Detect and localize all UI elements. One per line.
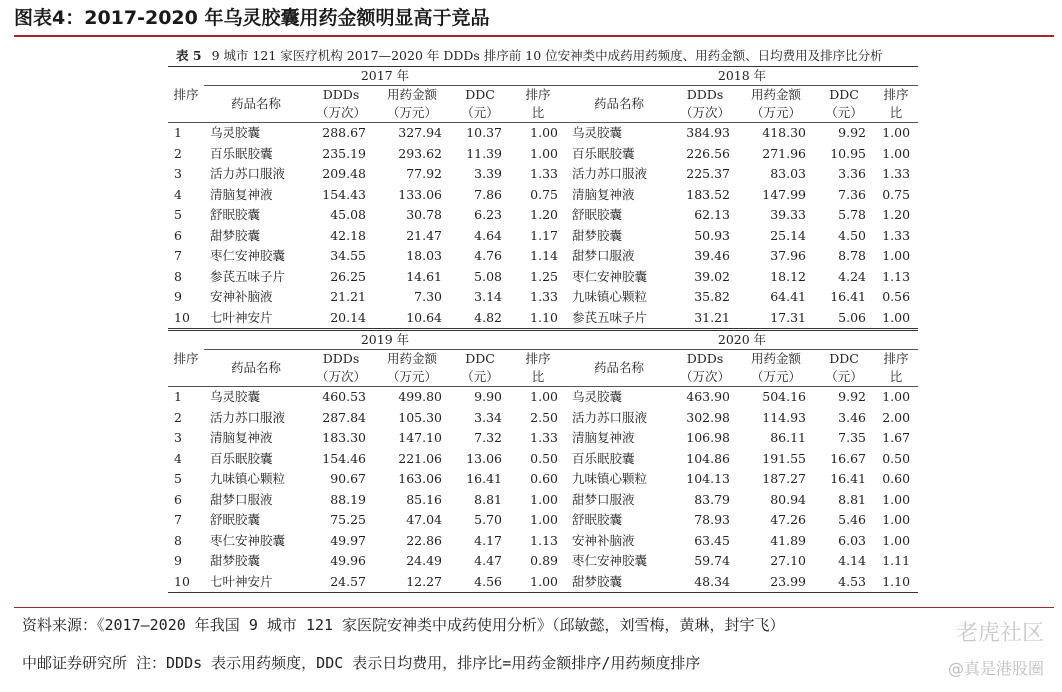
amount-cell: 17.31 — [738, 308, 814, 329]
table-row — [168, 510, 918, 531]
ddds-cell: 235.19 — [322, 145, 366, 161]
ratio-cell: 0.89 — [530, 553, 559, 568]
ratio-cell: 0.50 — [882, 450, 911, 466]
header-name-left: 药品名称 — [204, 86, 308, 123]
amount-cell: 77.92 — [406, 166, 442, 181]
amount-cell: 163.06 — [398, 471, 442, 486]
drug-name-cell: 枣仁安神胶囊 — [572, 268, 648, 284]
ratio-cell: 1.33 — [882, 166, 911, 181]
table-row — [168, 531, 918, 552]
ddds-cell: 104.86 — [686, 450, 731, 466]
ratio-cell: 0.75 — [530, 186, 559, 202]
drug-name-cell: 参芪五味子片 — [210, 268, 286, 284]
ddds-cell: 21.21 — [330, 289, 366, 304]
ddc-cell: 10.37 — [466, 125, 502, 140]
rank-cell: 2 — [174, 145, 182, 161]
amount-cell: 80.94 — [770, 491, 807, 507]
ddc-cell: 8.81 — [838, 491, 867, 507]
drug-table-2019-2020 — [168, 330, 918, 593]
rank-cell: 5 — [174, 471, 182, 486]
rank-cell: 5 — [174, 207, 182, 222]
ddc-cell: 16.41 — [830, 471, 867, 486]
amount-cell: 85.16 — [406, 491, 442, 507]
amount-cell: 18.12 — [770, 268, 807, 284]
header-ddc-left: DDC — [465, 351, 495, 366]
year-label-right: 2018 年 — [566, 67, 918, 86]
ddds-cell: 50.93 — [694, 227, 731, 243]
ddc-cell: 5.06 — [814, 308, 874, 329]
header-amount-unit-left: （万元） — [374, 368, 450, 387]
header-ddc-unit-left: （元） — [450, 104, 510, 123]
ddds-cell: 34.55 — [330, 248, 366, 263]
drug-name-cell: 百乐眠胶囊 — [572, 450, 635, 466]
ddc-cell: 9.90 — [474, 389, 502, 404]
ddds-cell: 20.14 — [308, 308, 374, 329]
drug-name-cell: 九味镇心颗粒 — [572, 289, 648, 304]
table-caption — [176, 46, 883, 64]
drug-name-cell: 活力苏口服液 — [210, 166, 286, 181]
header-ratio-unit-left: 比 — [510, 368, 566, 387]
drug-name-cell: 乌灵胶囊 — [572, 389, 623, 404]
ratio-cell: 1.00 — [882, 145, 911, 161]
amount-cell: 191.55 — [762, 450, 807, 466]
ddds-cell: 31.21 — [672, 308, 738, 329]
drug-name-cell: 百乐眠胶囊 — [572, 145, 635, 161]
ddds-cell: 24.57 — [308, 572, 374, 593]
ddc-cell: 6.23 — [474, 207, 502, 222]
ratio-cell: 0.50 — [530, 450, 559, 466]
ddc-cell: 4.17 — [474, 532, 502, 548]
amount-cell: 327.94 — [398, 125, 442, 140]
rank-cell: 1 — [174, 125, 182, 140]
header-ddc-unit-right: （元） — [814, 368, 874, 387]
amount-cell: 25.14 — [770, 227, 807, 243]
amount-cell: 27.10 — [770, 553, 807, 568]
ratio-cell: 0.60 — [882, 471, 911, 486]
ddc-cell: 8.81 — [474, 491, 502, 507]
drug-name-cell: 活力苏口服液 — [210, 409, 286, 425]
watermark-community: 老虎社区 — [955, 621, 1044, 646]
amount-cell: 133.06 — [398, 186, 442, 202]
ddc-cell: 7.35 — [838, 430, 867, 445]
table-row — [168, 267, 918, 288]
ratio-cell: 1.20 — [530, 207, 559, 222]
header-ddc-unit-right: （元） — [814, 104, 874, 123]
ddc-cell: 9.92 — [838, 389, 867, 404]
ddds-cell: 104.13 — [686, 471, 731, 486]
ddc-cell: 16.67 — [830, 450, 867, 466]
drug-name-cell: 活力苏口服液 — [572, 166, 648, 181]
table-row — [168, 308, 918, 329]
rank-cell: 6 — [174, 227, 182, 243]
ratio-cell: 1.11 — [882, 553, 911, 568]
table-row — [168, 205, 918, 226]
table-row — [168, 572, 918, 593]
ddds-cell: 49.96 — [330, 553, 366, 568]
ddds-cell: 183.30 — [322, 430, 366, 445]
ddc-cell: 3.46 — [838, 409, 867, 425]
ddds-cell: 26.25 — [330, 268, 366, 284]
header-ddc-left: DDC — [465, 87, 495, 102]
header-ratio-unit-left: 比 — [510, 104, 566, 123]
ratio-cell: 1.00 — [882, 491, 911, 507]
amount-cell: 37.96 — [770, 248, 807, 263]
ratio-cell: 1.00 — [530, 145, 559, 161]
ddc-cell: 11.39 — [466, 145, 502, 161]
header-rank: 排序 — [168, 331, 204, 387]
ratio-cell: 1.00 — [510, 572, 566, 593]
amount-cell: 187.27 — [762, 471, 807, 486]
ddc-cell: 4.47 — [474, 553, 502, 568]
table-row — [168, 164, 918, 185]
amount-cell: 7.30 — [414, 289, 442, 304]
header-rank: 排序 — [168, 67, 204, 123]
ddds-cell: 287.84 — [322, 409, 366, 425]
drug-name-cell: 百乐眠胶囊 — [210, 145, 273, 161]
table-row — [168, 428, 918, 449]
drug-name-cell: 七叶神安片 — [204, 572, 308, 593]
ddc-cell: 3.39 — [474, 166, 502, 181]
ratio-cell: 1.00 — [530, 125, 559, 140]
amount-cell: 147.10 — [398, 430, 442, 445]
header-name-left: 药品名称 — [204, 350, 308, 387]
header-ratio-right: 排序 — [883, 351, 909, 366]
drug-name-cell: 枣仁安神胶囊 — [210, 532, 286, 548]
rank-cell: 3 — [174, 430, 182, 445]
amount-cell: 114.93 — [762, 409, 807, 425]
drug-name-cell: 枣仁安神胶囊 — [572, 553, 648, 568]
header-amount-unit-left: （万元） — [374, 104, 450, 123]
rank-cell: 10 — [168, 572, 204, 593]
ddc-cell: 4.56 — [450, 572, 510, 593]
rank-cell: 9 — [174, 289, 182, 304]
table-row — [168, 408, 918, 429]
table-caption-label: 表 5 — [176, 48, 202, 63]
ddc-cell: 4.24 — [838, 268, 867, 284]
rank-cell: 7 — [174, 248, 182, 263]
ddc-cell: 5.46 — [838, 512, 867, 527]
header-ddds-left: DDDs — [322, 87, 360, 102]
ratio-cell: 1.00 — [882, 512, 911, 527]
ddc-cell: 7.86 — [474, 186, 502, 202]
ddds-cell: 42.18 — [330, 227, 366, 243]
ddc-cell: 5.78 — [838, 207, 867, 222]
ddc-cell: 16.41 — [830, 289, 867, 304]
header-ddds-right: DDDs — [686, 87, 724, 102]
table-row — [168, 387, 918, 408]
drug-name-cell: 活力苏口服液 — [572, 409, 648, 425]
ddds-cell: 78.93 — [694, 512, 731, 527]
drug-name-cell: 安神补脑液 — [572, 532, 635, 548]
ddc-cell: 4.76 — [474, 248, 502, 263]
drug-name-cell: 舒眠胶囊 — [210, 512, 261, 527]
drug-name-cell: 清脑复神液 — [210, 430, 273, 445]
ddds-cell: 154.46 — [322, 450, 366, 466]
ddc-cell: 4.64 — [474, 227, 502, 243]
ratio-cell: 1.13 — [530, 532, 559, 548]
year-label-left: 2019 年 — [204, 331, 566, 350]
note-line: 中邮证券研究所 注：DDDs 表示用药频度，DDC 表示日均费用，排序比=用药金额排序/用药频度排序 — [22, 654, 701, 672]
ddc-cell: 8.78 — [838, 248, 867, 263]
table-caption-text: 9 城市 121 家医疗机构 2017—2020 年 DDDs 排序前 10 位安神类中成药用药频度、用药金额、日均费用及排序比分析 — [211, 48, 883, 63]
ddds-cell: 460.53 — [322, 389, 366, 404]
amount-cell: 293.62 — [398, 145, 442, 161]
header-name-right: 药品名称 — [566, 86, 672, 123]
drug-name-cell: 甜梦胶囊 — [210, 227, 261, 243]
ddds-cell: 183.52 — [686, 186, 731, 202]
header-amount-left: 用药金额 — [386, 87, 437, 102]
ddc-cell: 16.41 — [466, 471, 502, 486]
amount-cell: 41.89 — [770, 532, 807, 548]
rank-cell: 8 — [174, 532, 182, 548]
ddds-cell: 39.02 — [694, 268, 731, 284]
ratio-cell: 1.00 — [882, 125, 911, 140]
drug-name-cell: 清脑复神液 — [210, 186, 273, 202]
ddds-cell: 49.97 — [330, 532, 366, 548]
amount-cell: 21.47 — [406, 227, 442, 243]
drug-name-cell: 甜梦口服液 — [572, 248, 635, 263]
ddc-cell: 3.14 — [474, 289, 502, 304]
ddds-cell: 39.46 — [694, 248, 731, 263]
header-ratio-right: 排序 — [883, 87, 909, 102]
ddds-cell: 106.98 — [686, 430, 731, 445]
drug-name-cell: 九味镇心颗粒 — [572, 471, 648, 486]
rank-cell: 4 — [174, 186, 182, 202]
ddds-cell: 90.67 — [330, 471, 366, 486]
rank-cell: 3 — [174, 166, 182, 181]
ratio-cell: 0.56 — [882, 289, 911, 304]
ddds-cell: 48.34 — [672, 572, 738, 593]
ratio-cell: 1.25 — [530, 268, 559, 284]
amount-cell: 23.99 — [738, 572, 814, 593]
ratio-cell: 0.75 — [882, 186, 911, 202]
drug-name-cell: 甜梦胶囊 — [566, 572, 672, 593]
ratio-cell: 1.00 — [530, 512, 559, 527]
ratio-cell: 2.00 — [882, 409, 911, 425]
header-ddds-unit-left: （万次） — [308, 104, 374, 123]
amount-cell: 499.80 — [398, 389, 442, 404]
table-row — [168, 551, 918, 572]
ratio-cell: 1.00 — [530, 389, 559, 404]
header-ddds-left: DDDs — [322, 351, 360, 366]
header-ratio-unit-right: 比 — [874, 368, 918, 387]
ddc-cell: 3.36 — [838, 166, 867, 181]
ratio-cell: 1.00 — [874, 308, 918, 329]
ddds-cell: 302.98 — [686, 409, 731, 425]
amount-cell: 64.41 — [770, 289, 807, 304]
ratio-cell: 1.33 — [882, 227, 911, 243]
header-ddc-unit-left: （元） — [450, 368, 510, 387]
ddc-cell: 6.03 — [838, 532, 867, 548]
drug-table-2017-2018 — [168, 66, 918, 329]
header-amount-left: 用药金额 — [386, 351, 437, 366]
header-ddds-unit-right: （万次） — [672, 368, 738, 387]
header-amount-right: 用药金额 — [751, 351, 802, 366]
amount-cell: 30.78 — [406, 207, 442, 222]
ddc-cell: 13.06 — [466, 450, 502, 466]
ddds-cell: 35.82 — [694, 289, 731, 304]
ratio-cell: 1.20 — [882, 207, 911, 222]
drug-name-cell: 枣仁安神胶囊 — [210, 248, 286, 263]
amount-cell: 147.99 — [762, 186, 807, 202]
drug-name-cell: 七叶神安片 — [204, 308, 308, 329]
ddc-cell: 9.92 — [838, 125, 867, 140]
amount-cell: 47.26 — [770, 512, 807, 527]
amount-cell: 83.03 — [770, 166, 807, 181]
ratio-cell: 1.33 — [530, 289, 559, 304]
amount-cell: 14.61 — [406, 268, 442, 284]
rank-cell: 6 — [174, 491, 182, 507]
ddds-cell: 463.90 — [686, 389, 731, 404]
amount-cell: 12.27 — [374, 572, 450, 593]
header-ddc-right: DDC — [829, 351, 859, 366]
watermark-handle: @真是港股圈 — [947, 659, 1044, 678]
header-ddds-unit-right: （万次） — [672, 104, 738, 123]
drug-name-cell: 安神补脑液 — [210, 289, 273, 304]
header-ratio-left: 排序 — [525, 351, 551, 366]
amount-cell: 271.96 — [762, 145, 807, 161]
ddds-cell: 225.37 — [686, 166, 731, 181]
header-ratio-left: 排序 — [525, 87, 551, 102]
header-ddc-right: DDC — [829, 87, 859, 102]
drug-name-cell: 清脑复神液 — [572, 186, 635, 202]
amount-cell: 221.06 — [398, 450, 442, 466]
rank-cell: 2 — [174, 409, 182, 425]
amount-cell: 22.86 — [406, 532, 442, 548]
rank-cell: 7 — [174, 512, 182, 527]
ddds-cell: 75.25 — [330, 512, 366, 527]
drug-name-cell: 乌灵胶囊 — [210, 125, 261, 140]
footer-rule — [14, 607, 1054, 608]
drug-name-cell: 甜梦口服液 — [210, 491, 273, 507]
rank-cell: 9 — [174, 553, 182, 568]
ddds-cell: 59.74 — [694, 553, 731, 568]
header-ddds-right: DDDs — [686, 351, 724, 366]
amount-cell: 18.03 — [406, 248, 442, 263]
ratio-cell: 1.00 — [882, 389, 911, 404]
table-row — [168, 246, 918, 267]
drug-name-cell: 甜梦口服液 — [572, 491, 635, 507]
ddds-cell: 209.48 — [322, 166, 366, 181]
ddc-cell: 4.14 — [838, 553, 867, 568]
ddc-cell: 7.36 — [838, 186, 867, 202]
table-row — [168, 123, 918, 144]
drug-name-cell: 舒眠胶囊 — [572, 207, 623, 222]
ddds-cell: 384.93 — [686, 125, 731, 140]
ratio-cell: 1.33 — [530, 430, 559, 445]
ratio-cell: 1.00 — [530, 491, 559, 507]
ratio-cell: 1.00 — [882, 532, 911, 548]
ratio-cell: 1.00 — [882, 248, 911, 263]
ratio-cell: 1.67 — [882, 430, 911, 445]
table-row — [168, 469, 918, 490]
ratio-cell: 1.14 — [530, 248, 559, 263]
ddds-cell: 45.08 — [330, 207, 366, 222]
ddc-cell: 10.95 — [830, 145, 867, 161]
ratio-cell: 0.60 — [530, 471, 559, 486]
header-ratio-unit-right: 比 — [874, 104, 918, 123]
amount-cell: 504.16 — [762, 389, 807, 404]
drug-name-cell: 甜梦胶囊 — [210, 553, 261, 568]
header-ddds-unit-left: （万次） — [308, 368, 374, 387]
ddc-cell: 5.70 — [474, 512, 502, 527]
table-row — [168, 287, 918, 308]
amount-cell: 105.30 — [398, 409, 442, 425]
amount-cell: 86.11 — [770, 430, 807, 445]
amount-cell: 24.49 — [406, 553, 442, 568]
amount-cell: 47.04 — [406, 512, 442, 527]
drug-name-cell: 乌灵胶囊 — [210, 389, 261, 404]
table-row — [168, 185, 918, 206]
ratio-cell: 1.33 — [530, 166, 559, 181]
ratio-cell: 1.17 — [530, 227, 559, 243]
table-row — [168, 490, 918, 511]
drug-name-cell: 甜梦胶囊 — [572, 227, 623, 243]
ddds-cell: 154.43 — [322, 186, 366, 202]
table-row — [168, 226, 918, 247]
year-label-left: 2017 年 — [204, 67, 566, 86]
ddds-cell: 288.67 — [322, 125, 366, 140]
amount-cell: 418.30 — [762, 125, 807, 140]
drug-name-cell: 舒眠胶囊 — [210, 207, 261, 222]
ddc-cell: 3.34 — [474, 409, 502, 425]
ddc-cell: 5.08 — [474, 268, 502, 284]
table-row — [168, 449, 918, 470]
drug-name-cell: 舒眠胶囊 — [572, 512, 623, 527]
source-line: 资料来源：《2017—2020 年我国 9 城市 121 家医院安神类中成药使用分析》（邱敏懿，刘雪梅，黄琳，封宇飞） — [22, 616, 785, 634]
ddds-cell: 226.56 — [686, 145, 731, 161]
ddc-cell: 4.82 — [450, 308, 510, 329]
header-amount-unit-right: （万元） — [738, 104, 814, 123]
amount-cell: 39.33 — [770, 207, 807, 222]
rank-cell: 4 — [174, 450, 182, 466]
ratio-cell: 1.13 — [882, 268, 911, 284]
ddds-cell: 63.45 — [694, 532, 731, 548]
table-row — [168, 144, 918, 165]
ddds-cell: 88.19 — [330, 491, 366, 507]
drug-name-cell: 参芪五味子片 — [566, 308, 672, 329]
header-amount-right: 用药金额 — [751, 87, 802, 102]
ratio-cell: 2.50 — [530, 409, 559, 425]
rank-cell: 1 — [174, 389, 182, 404]
rank-cell: 10 — [168, 308, 204, 329]
ratio-cell: 1.10 — [874, 572, 918, 593]
ddds-cell: 83.79 — [694, 491, 731, 507]
amount-cell: 10.64 — [374, 308, 450, 329]
ddc-cell: 7.32 — [474, 430, 502, 445]
drug-name-cell: 百乐眠胶囊 — [210, 450, 273, 466]
ddc-cell: 4.53 — [814, 572, 874, 593]
drug-name-cell: 九味镇心颗粒 — [210, 471, 286, 486]
ratio-cell: 1.10 — [510, 308, 566, 329]
drug-name-cell: 乌灵胶囊 — [572, 125, 623, 140]
drug-name-cell: 清脑复神液 — [572, 430, 635, 445]
header-name-right: 药品名称 — [566, 350, 672, 387]
ddc-cell: 4.50 — [838, 227, 867, 243]
ddds-cell: 62.13 — [694, 207, 731, 222]
rank-cell: 8 — [174, 268, 182, 284]
year-label-right: 2020 年 — [566, 331, 918, 350]
header-amount-unit-right: （万元） — [738, 368, 814, 387]
figure-title: 图表4：2017-2020 年乌灵胶囊用药金额明显高于竞品 — [14, 6, 1054, 37]
